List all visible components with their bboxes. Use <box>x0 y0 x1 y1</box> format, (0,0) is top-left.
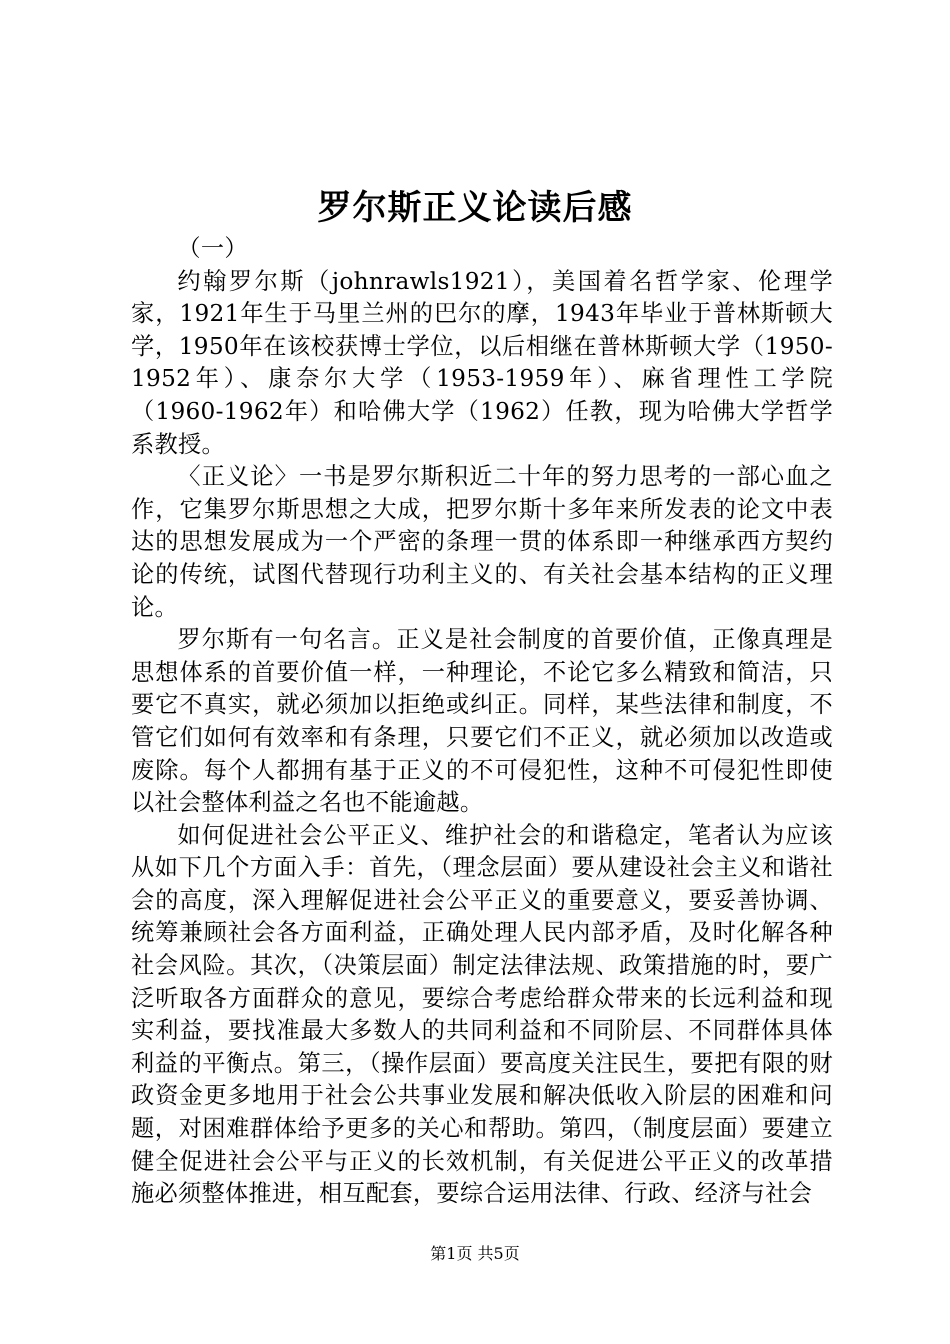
paragraph: 约翰罗尔斯（johnrawls1921），美国着名哲学家、伦理学家，1921年生于马里兰州的巴尔的摩，1943年毕业于普林斯顿大学，1950年在该校获博士学位，以后相继在普林斯顿大学（1950-1952年）、康奈尔大学（1953-1959年）、麻省理性工学院（1960-1962年）和哈佛大学（1962）任教，现为哈佛大学哲学系教授。 <box>131 267 833 458</box>
document-body <box>131 233 833 1211</box>
page-footer: 第1页 共5页 <box>430 1244 520 1263</box>
section-heading: （一） <box>177 235 248 262</box>
document-title: 罗尔斯正义论读后感 <box>317 188 633 228</box>
paragraph: 〈正义论〉一书是罗尔斯积近二十年的努力思考的一部心血之作，它集罗尔斯思想之大成，把罗尔斯十多年来所发表的论文中表达的思想发展成为一个严密的条理一贯的体系即一种继承西方契约论的传统，试图代替现行功利主义的、有关社会基本结构的正义理论。 <box>131 463 833 621</box>
paragraph: 罗尔斯有一句名言。正义是社会制度的首要价值，正像真理是思想体系的首要价值一样，一种理论，不论它多么精致和简洁，只要它不真实，就必须加以拒绝或纠正。同样，某些法律和制度，不管它们如何有效率和有条理，只要它们不正义，就必须加以改造或废除。每个人都拥有基于正义的不可侵犯性，这种不可侵犯性即使以社会整体利益之名也不能逾越。 <box>131 626 833 817</box>
paragraph: 如何促进社会公平正义、维护社会的和谐稳定，笔者认为应该从如下几个方面入手：首先，（理念层面）要从建设社会主义和谐社会的高度，深入理解促进社会公平正义的重要意义，要妥善协调、统筹兼顾社会各方面利益，正确处理人民内部矛盾，及时化解各种社会风险。其次，（决策层面）制定法律法规、政策措施的时，要广泛听取各方面群众的意见，要综合考虑给群众带来的长远利益和现实利益，要找准最大多数人的共同利益和不同阶层、不同群体具体利益的平衡点。第三，（操作层面）要高度关注民生，要把有限的财政资金更多地用于社会公共事业发展和解决低收入阶层的困难和问题，对困难群体给予更多的关心和帮助。第四，（制度层面）要建立健全促进社会公平与正义的长效机制，有关促进公平正义的改革措施必须整体推进，相互配套，要综合运用法律、行政、经济与社会 <box>131 821 833 1208</box>
